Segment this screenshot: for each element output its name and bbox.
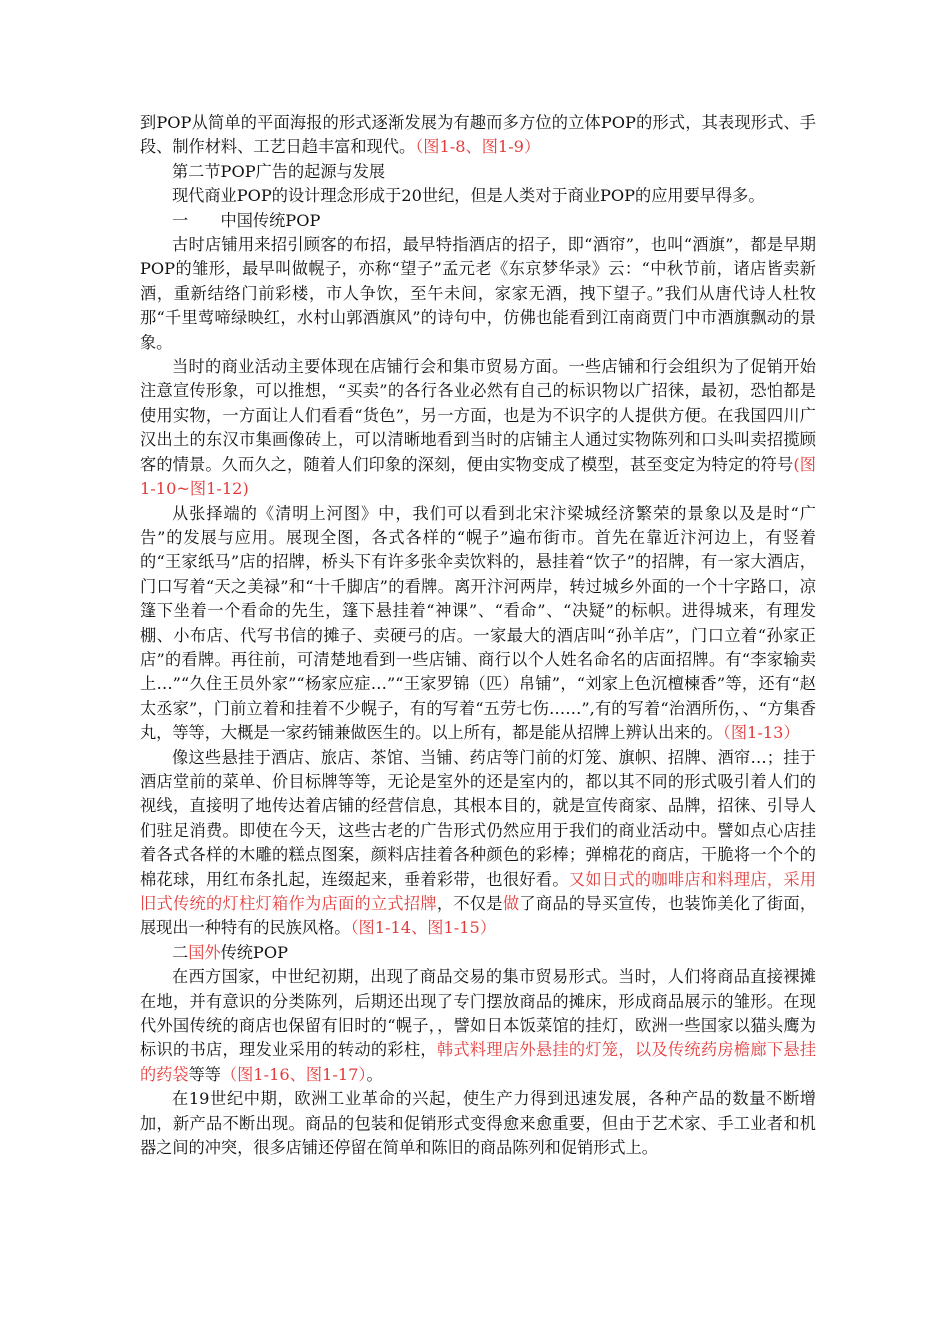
subheading-chinese-traditional-pop: 一 中国传统POP bbox=[172, 210, 321, 230]
figure-reference: （图1-14、图1-15） bbox=[350, 918, 497, 938]
page-body bbox=[140, 111, 816, 1160]
highlighted-text: 国外 bbox=[188, 942, 221, 962]
paragraph-text: 在西方国家，中世纪初期，出现了商品交易的集市贸易形式。当时，人们将商品直接裸摊在地，并有意识的分类陈列，后期还出现了专门摆放商品的摊床，形成商品展示的雏形。在现代外国传统的商店也保留有旧时的“幌子，，譬如日本饭菜馆的挂灯，欧洲一些国家以猫头鹰为标识的书店，理发业采用的转动的彩柱， bbox=[140, 967, 816, 1060]
paragraph bbox=[140, 746, 816, 941]
paragraph-text: 。 bbox=[366, 1064, 383, 1084]
paragraph-text: 到POP从简单的平面海报的形式逐渐发展为有趣而多方位的立体POP的形式，其表现形式、手段、制作材料、工艺日趋丰富和现代。 bbox=[140, 113, 816, 157]
paragraph bbox=[140, 965, 816, 1087]
figure-reference: （图1-13） bbox=[722, 723, 800, 743]
section-heading: 第二节POP广告的起源与发展 bbox=[172, 161, 386, 181]
paragraph-text: 从张择端的《清明上河图》中，我们可以看到北宋汴梁城经济繁荣的景象以及是时“广告”的发展与应用。展现全图，各式各样的“幌子”遍布街市。首先在靠近汴河边上，有竖着的“王家纸马”店的招牌，桥头下有许多张伞卖饮料的，悬挂着“饮子”的招牌，有一家大酒店，门口写着“天之美禄”和“十千脚店”的看牌。离开汴河两岸，转过城乡外面的一个十字路口，凉篷下坐着一个看命的先生，篷下悬挂着“神课”、“看命”、“决疑”的标帜。进得城来，有理发棚、小布店、代写书信的摊子、卖硬弓的店。一家最大的酒店叫“孙羊店”，门口立着“孙家正店”的看牌。再往前，可清楚地看到一些店铺、商行以个人姓名命名的店面招牌。有“李家输卖上…”“久住王员外家”“杨家应症…”“王家罗锦（匹）帛铺”，“刘家上色沉檀楝香”等，还有“赵太丞家”，门前立着和挂着不少幌子，有的写着“五劳七伤……”,有的写着“治酒所伤，、“方集香丸，等等，大概是一家药铺兼做医生的。以上所有，都是能从招牌上辨认出来的。 bbox=[140, 503, 816, 743]
figure-reference: （图1-8、图1-9） bbox=[415, 137, 541, 157]
figure-reference: （图1-16、图1-17） bbox=[220, 1064, 367, 1084]
paragraph bbox=[140, 355, 816, 501]
paragraph-text: 当时的商业活动主要体现在店铺行会和集市贸易方面。一些店铺和行会组织为了促销开始注意宣传形象，可以推想，“买卖”的各行各业必然有自己的标识物以广招徕，最初，恐怕都是使用实物，一方面让人们看看“货色”，另一方面，也是为不识字的人提供方便。在我国四川广汉出土的东汉市集画像砖上，可以清晰地看到当时的店铺主人通过实物陈列和口头叫卖招揽顾客的情景。久而久之，随着人们印象的深刻，便由实物变成了模型，甚至变定为特定的符号 bbox=[140, 357, 816, 474]
paragraph-continued bbox=[140, 111, 816, 160]
paragraph-text: 像这些悬挂于酒店、旅店、茶馆、当铺、药店等门前的灯笼、旗帜、招牌、酒帘…；挂于酒店堂前的菜单、价目标牌等等，无论是室外的还是室内的，都以其不同的形式吸引着人们的视线，直接明了地传达着店铺的经营信息，其根本目的，就是宣传商家、品牌，招徕、引导人们驻足消费。即使在今天，这些古老的广告形式仍然应用于我们的商业活动中。譬如点心店挂着各式各样的木雕的糕点图案，颜料店挂着各种颜色的彩棒；弹棉花的商店，干脆将一个个的棉花球，用红布条扎起，连缀起来，垂着彩带，也很好看。 bbox=[140, 747, 816, 889]
subheading-foreign-traditional-pop bbox=[140, 941, 816, 965]
paragraph: 现代商业POP的设计理念形成于20世纪，但是人类对于商业POP的应用要早得多。 bbox=[172, 186, 765, 206]
paragraph-text: 了商品的导买宣传，也装饰美化了街面，展现出一种特有的民族风格。 bbox=[140, 894, 817, 938]
highlighted-text: 韩式料理店外悬挂的灯笼，以及传统药房檐廊下悬挂的药袋 bbox=[140, 1040, 817, 1084]
paragraph bbox=[140, 502, 816, 746]
figure-reference: (图1-10~图1-12) bbox=[140, 454, 816, 499]
highlighted-text: 做 bbox=[502, 894, 520, 913]
highlighted-text: 又如日式的咖啡店和料理店，采用旧式传统的灯柱灯箱作为店面的立式招牌 bbox=[140, 869, 817, 913]
paragraph-text: ，不仅是 bbox=[436, 894, 503, 913]
subheading-text: 传统POP bbox=[220, 942, 288, 962]
paragraph-text: 等等 bbox=[188, 1064, 221, 1084]
subheading-number: 二 bbox=[172, 942, 189, 962]
paragraph: 在19世纪中期，欧洲工业革命的兴起，使生产力得到迅速发展，各种产品的数量不断增加，新产品不断出现。商品的包装和促销形式变得愈来愈重要，但由于艺术家、手工业者和机器之间的冲突，很多店铺还停留在简单和陈旧的商品陈列和促销形式上。 bbox=[140, 1089, 816, 1158]
paragraph: 古时店铺用来招引顾客的布招，最早特指酒店的招子，即“酒帘”，也叫“酒旗”，都是早期POP的雏形，最早叫做幌子，亦称“望子”孟元老《东京梦华录》云：“中秋节前，诸店皆卖新酒，重新结络门前彩楼，市人争饮，至午未间，家家无酒，拽下望子。”我们从唐代诗人杜牧那“千里莺啼绿映红，水村山郭酒旗风”的诗句中，仿佛也能看到江南商贾门中市酒旗飘动的景象。 bbox=[140, 235, 816, 352]
